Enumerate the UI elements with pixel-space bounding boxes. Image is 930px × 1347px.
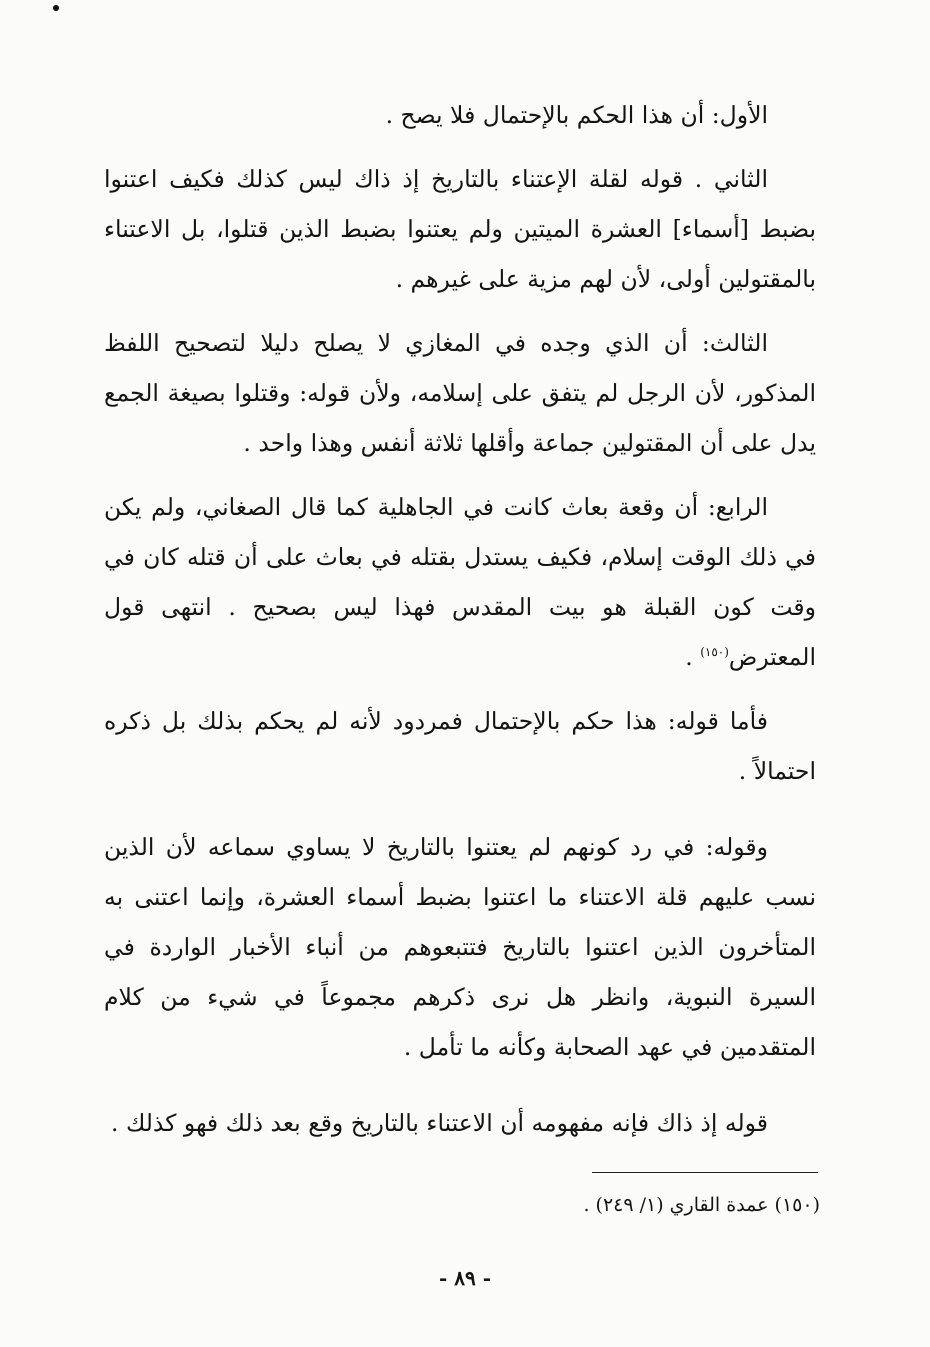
main-text: [104, 90, 816, 1162]
paragraph-reply-one: فأما قوله: هذا حكم بالإحتمال فمردود لأنه لم يحكم بذلك بل ذكره احتمالاً .: [104, 707, 816, 785]
paragraph-third: الثالث: أن الذي وجده في المغازي لا يصلح دليلا لتصحيح اللفظ المذكور، لأن الرجل لم يتفق على إسلامه، ولأن قوله: وقتلوا بصيغة الجمع يدل على أن المقتولين جماعة وأقلها ثلاثة أنفس وهذا واحد .: [104, 329, 816, 457]
paragraph-reply-three: قوله إذ ذاك فإنه مفهومه أن الاعتناء بالتاريخ وقع بعد ذلك فهو كذلك .: [111, 1109, 768, 1137]
paragraph-fourth-text: الرابع: أن وقعة بعاث كانت في الجاهلية كما قال الصغاني، ولم يكن في ذلك الوقت إسلام، فكيف يستدل بقتله في بعاث على أن قتله كان في وقت كون القبلة هو بيت المقدس فهذا ليس بصحيح . انتهى قول المعترض: [104, 493, 816, 671]
page-number: - ٨٩ -: [438, 1266, 491, 1290]
paragraph-second: الثاني . قوله لقلة الإعتناء بالتاريخ إذ ذاك ليس كذلك فكيف اعتنوا بضبط [أسماء] العشرة الميتين ولم يعتنوا بضبط الذين قتلوا، بل الاعتناء بالمقتولين أولى، لأن لهم مزية على غيرهم .: [104, 165, 816, 293]
footnote: (١٥٠) عمدة القاري (١/ ٢٤٩) .: [583, 1194, 820, 1216]
footnote-reference: (١٥٠): [700, 645, 729, 660]
paragraph-fourth-end: .: [685, 643, 701, 671]
footnote-separator: [592, 1172, 818, 1173]
corner-dot: [53, 5, 59, 11]
paragraph-reply-two: وقوله: في رد كونهم لم يعتنوا بالتاريخ لا يساوي سماعه لأن الذين نسب عليهم قلة الاعتناء ما اعتنوا بضبط أسماء العشرة، وإنما اعتنى به المتأخرون الذين اعتنوا بالتاريخ فتتبعوهم من أنباء الأخبار الواردة في السيرة النبوية، وانظر هل نرى ذكرهم مجموعاً في شيء من كلام المتقدمين في عهد الصحابة وكأنه ما تأمل .: [104, 833, 816, 1061]
paragraph-first: الأول: أن هذا الحكم بالإحتمال فلا يصح .: [385, 101, 768, 129]
paragraph-fourth: [104, 482, 816, 682]
